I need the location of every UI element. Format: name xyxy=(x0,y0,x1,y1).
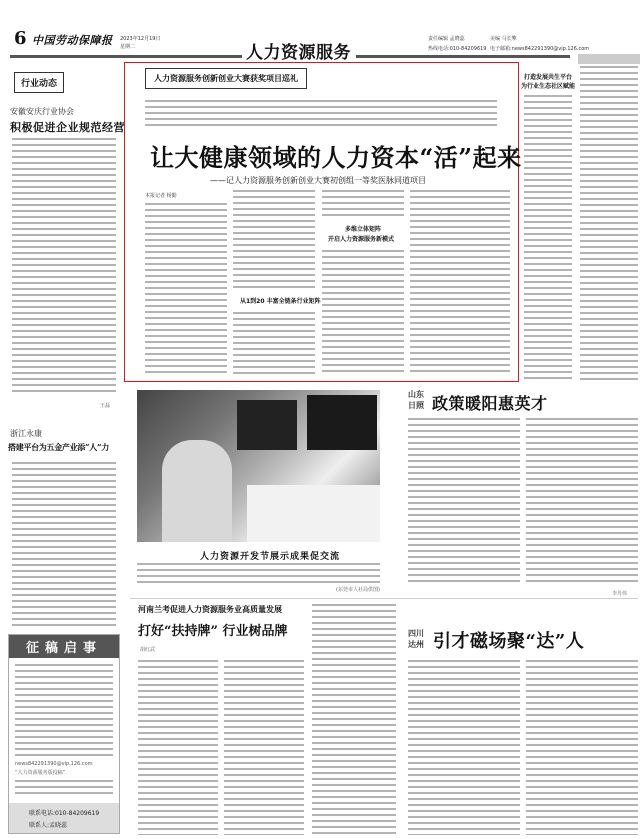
right-body xyxy=(524,95,572,380)
story-headline: 打好“扶持牌” 行业树品牌 xyxy=(138,624,288,639)
story-body xyxy=(224,660,304,835)
feature-body-col4 xyxy=(410,190,510,376)
photo-caption-body xyxy=(137,563,380,585)
story-author: 胡红武 xyxy=(140,647,156,653)
photo-caption: 人力资源开发节展示成果促交流 xyxy=(200,552,341,562)
event-photo xyxy=(137,390,380,542)
location-label xyxy=(408,389,424,411)
hotline: 热线电话:010-84209619 xyxy=(428,46,487,52)
story-headline: 政策暖阳惠英才 xyxy=(432,394,548,413)
story-body xyxy=(526,660,638,835)
story-body xyxy=(12,138,116,396)
story-author: 李丹伟 xyxy=(612,591,628,597)
notice-box xyxy=(8,634,120,834)
paper-logo: 中国劳动保障报 xyxy=(32,34,113,47)
location-city: 日照 xyxy=(408,401,424,410)
feature-body-col2 xyxy=(233,190,315,290)
notice-phone: 联系电话:010-84209619 xyxy=(29,810,100,817)
right-headline: 为行业生态社区赋能 xyxy=(521,83,576,90)
story-body xyxy=(408,660,520,835)
notice-contact xyxy=(9,803,119,833)
side-box-header xyxy=(578,54,640,64)
feature-subhead: 开启人力资源服务新模式 xyxy=(328,236,395,243)
notice-quote: “人力资源服务版投稿” xyxy=(15,770,66,776)
header-rule-right xyxy=(356,55,570,58)
email: 电子邮箱:news842291390@vip.126.com xyxy=(490,46,590,52)
section-title: 人力资源服务 xyxy=(246,43,351,63)
location-label xyxy=(408,628,424,650)
photo-credit: (东莞市人社局供图) xyxy=(336,587,380,593)
story-body xyxy=(138,660,218,835)
section-tag: 行业动态 xyxy=(14,72,64,93)
notice-title: 征稿启事 xyxy=(9,635,119,658)
header-rule-left xyxy=(10,55,242,58)
location-city: 达州 xyxy=(408,640,424,649)
feature-body-col1 xyxy=(145,203,227,376)
feature-byline: 本报记者 杨勤 xyxy=(145,193,177,199)
feature-tag: 人力资源服务创新创业大赛获奖项目巡礼 xyxy=(145,68,307,89)
divider xyxy=(130,598,638,599)
story-headline: 积极促进企业规范经营 xyxy=(10,121,125,134)
feature-subheadline: ——记人力资源服务创新创业大赛初创组一等奖医脉同道项目 xyxy=(210,176,426,185)
story-headline: 引才磁场聚“达”人 xyxy=(433,631,585,652)
location-province: 山东 xyxy=(408,390,424,399)
feature-body-col2 xyxy=(233,312,315,376)
notice-body xyxy=(15,780,113,794)
story-body xyxy=(12,462,116,630)
issue-date: 2023年12月19日 xyxy=(120,36,161,42)
art-editor: 美编 马长擎 xyxy=(490,36,517,42)
side-column-body xyxy=(580,66,638,381)
story-body xyxy=(526,418,638,586)
page-number: 6 xyxy=(14,28,28,49)
notice-body xyxy=(15,664,113,759)
story-author: 王磊 xyxy=(100,403,111,409)
feature-subhead: 从1到20 丰富全链条行业矩阵 xyxy=(240,298,321,305)
story-body xyxy=(408,418,520,586)
feature-subhead: 多维立体矩阵 xyxy=(345,226,382,233)
notice-email: news842291390@vip.126.com xyxy=(15,761,93,767)
feature-headline: 让大健康领域的人力资本“活”起来 xyxy=(150,143,522,172)
story-headline: 搭建平台为五金产业添“人”力 xyxy=(8,442,110,452)
right-headline: 打造发展共生平台 xyxy=(524,74,573,81)
editor: 责任编辑 孟晓蕊 xyxy=(428,36,465,42)
story-body xyxy=(312,604,396,835)
story-kicker: 安徽安庆行业协会 xyxy=(10,107,74,116)
issue-weekday: 星期二 xyxy=(120,44,136,50)
feature-body-col3 xyxy=(322,250,404,376)
notice-contact-person: 联系人:孟晓蕊 xyxy=(29,822,68,829)
feature-intro xyxy=(145,100,497,128)
story-kicker: 浙江永康 xyxy=(10,429,42,438)
feature-body-col3 xyxy=(322,190,404,218)
story-kicker: 河南兰考促进人力资源服务业高质量发展 xyxy=(138,605,282,614)
location-province: 四川 xyxy=(408,629,424,638)
